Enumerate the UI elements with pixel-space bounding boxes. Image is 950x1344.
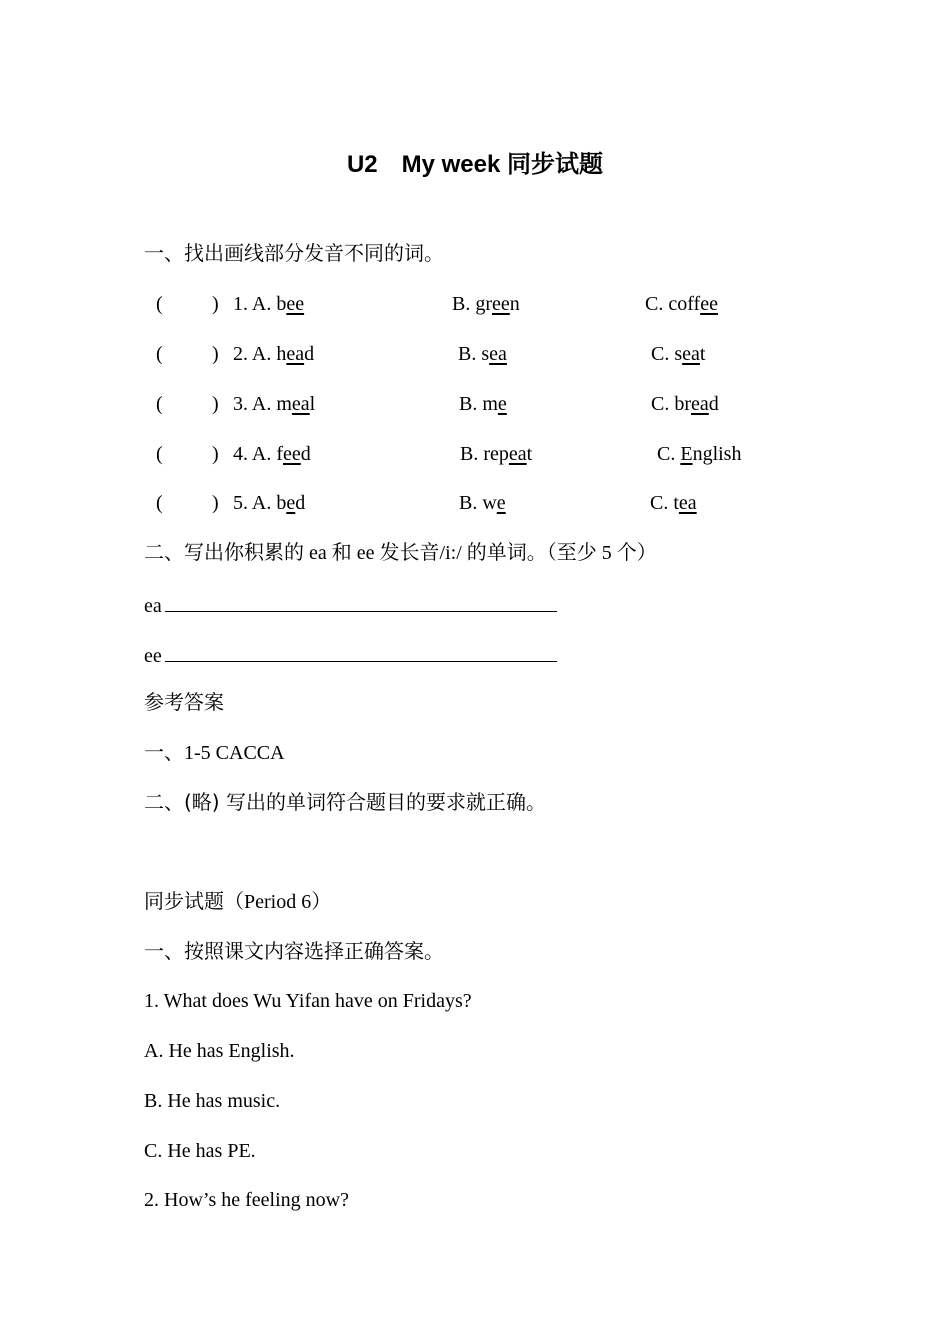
- ea-answer-line: [144, 589, 557, 620]
- ea-label: ea: [144, 595, 162, 617]
- section2-heading: 二、写出你积累的 ea 和 ee 发长音/i:/ 的单词。（至少 5 个）: [144, 540, 657, 564]
- answer-paren-open[interactable]: (: [156, 443, 163, 465]
- answer-paren-open[interactable]: (: [156, 492, 163, 514]
- option-a: 1. A. bee: [233, 293, 305, 315]
- answer-paren-open[interactable]: (: [156, 343, 163, 365]
- answer-paren-close: ): [212, 443, 219, 465]
- period6-section-heading: 一、按照课文内容选择正确答案。: [144, 939, 444, 963]
- option-c: C. bread: [651, 393, 719, 415]
- ea-blank[interactable]: [165, 589, 557, 612]
- answer-line-1: 一、1-5 CACCA: [144, 740, 285, 764]
- option-c: C. tea: [650, 492, 697, 514]
- answer-paren-open[interactable]: (: [156, 393, 163, 415]
- option-a: 3. A. meal: [233, 393, 316, 415]
- answers-heading: 参考答案: [144, 690, 224, 714]
- option-b: B. repeat: [460, 443, 533, 465]
- page-title: U2 My week 同步试题: [346, 151, 604, 178]
- option-a: 4. A. feed: [233, 443, 311, 465]
- option-b: B. green: [452, 293, 520, 315]
- option-a: 2. A. head: [233, 343, 315, 365]
- option-c: C. seat: [651, 343, 706, 365]
- option-c: C. coffee: [645, 293, 718, 315]
- question-1: 1. What does Wu Yifan have on Fridays?: [144, 990, 472, 1012]
- section1-heading: 一、找出画线部分发音不同的词。: [144, 241, 444, 265]
- period6-heading: 同步试题（Period 6）: [144, 889, 332, 913]
- question-1-option-b[interactable]: B. He has music.: [144, 1090, 281, 1112]
- option-a: 5. A. bed: [233, 492, 306, 514]
- option-b: B. sea: [458, 343, 507, 365]
- ee-label: ee: [144, 645, 162, 667]
- question-2: 2. How’s he feeling now?: [144, 1189, 349, 1211]
- option-b: B. me: [459, 393, 507, 415]
- ee-blank[interactable]: [165, 639, 557, 662]
- answer-paren-close: ): [212, 293, 219, 315]
- ee-answer-line: [144, 639, 557, 670]
- option-b: B. we: [459, 492, 506, 514]
- answer-paren-close: ): [212, 343, 219, 365]
- answer-paren-open[interactable]: (: [156, 293, 163, 315]
- answer-line-2: 二、(略) 写出的单词符合题目的要求就正确。: [144, 790, 546, 814]
- question-1-option-a[interactable]: A. He has English.: [144, 1040, 295, 1062]
- question-1-option-c[interactable]: C. He has PE.: [144, 1140, 256, 1162]
- answer-paren-close: ): [212, 492, 219, 514]
- answer-paren-close: ): [212, 393, 219, 415]
- option-c: C. English: [657, 443, 742, 465]
